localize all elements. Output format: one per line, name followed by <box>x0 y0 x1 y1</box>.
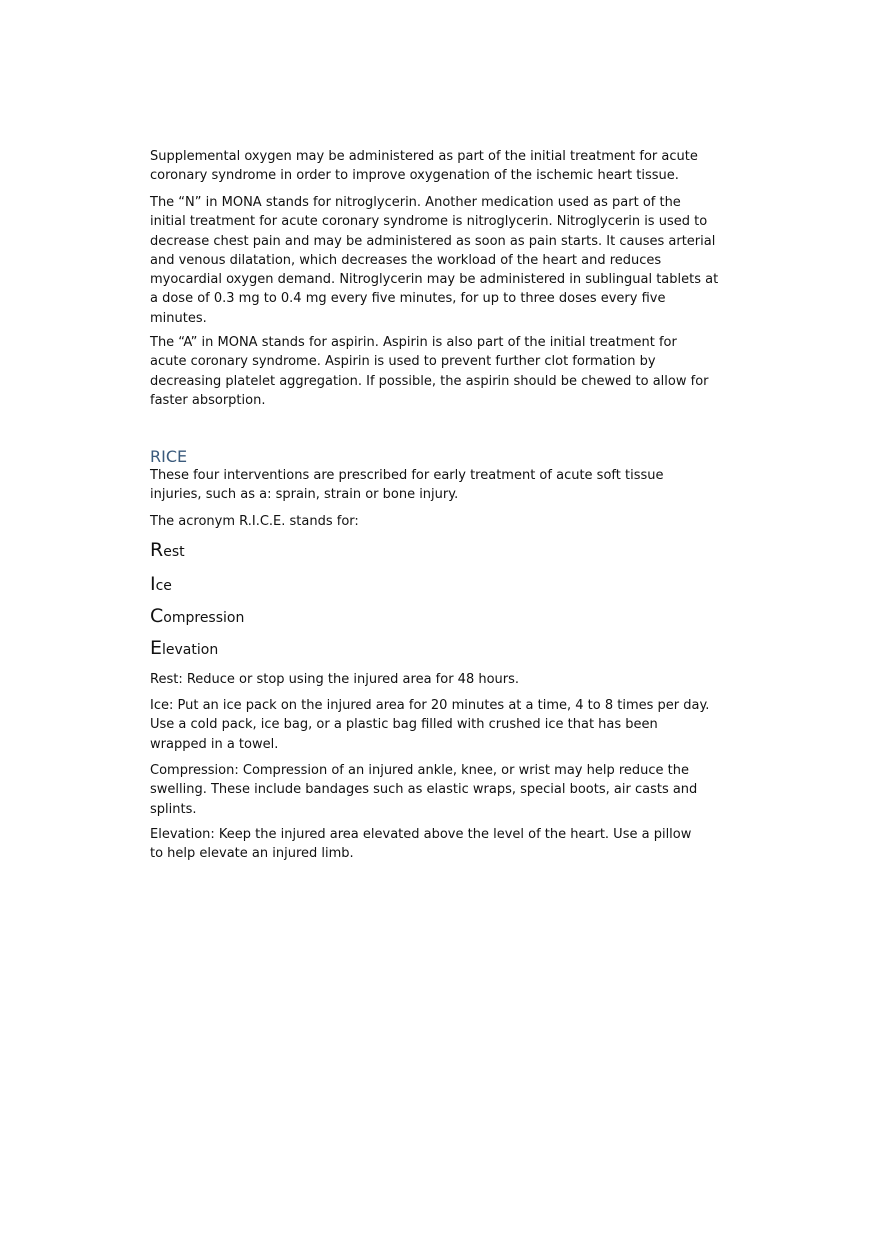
ice-paragraph <box>150 696 709 754</box>
oxygen-paragraph <box>150 147 698 186</box>
text-line: minutes. <box>150 310 207 326</box>
acronym-letter: R <box>150 539 164 561</box>
text-line: injuries, such as a: sprain, strain or bone injury. <box>150 487 459 503</box>
text-line: Ice: Put an ice pack on the injured area for 20 minutes at a time, 4 to 8 times per day. <box>150 698 710 713</box>
acronym-letter: I <box>150 573 156 595</box>
acronym-word: ce <box>155 578 172 594</box>
text-line: to help elevate an injured limb. <box>150 846 354 862</box>
text-line: and venous dilatation, which decreases the workload of the heart and reduces <box>150 252 662 268</box>
text-line: wrapped in a towel. <box>150 736 279 752</box>
text-line: swelling. These include bandages such as elastic wraps, special boots, air casts and <box>150 782 698 798</box>
text-line: decrease chest pain and may be administered as soon as pain starts. It causes arterial <box>150 233 716 249</box>
acronym-word: ompression <box>163 610 245 626</box>
acronym-intro <box>150 512 359 531</box>
acronym-ice <box>150 573 172 595</box>
rest-paragraph <box>150 670 519 689</box>
text-line: These four interventions are prescribed for early treatment of acute soft tissue <box>150 468 664 483</box>
acronym-elevation <box>150 637 218 659</box>
text-line: Supplemental oxygen may be administered as part of the initial treatment for acute <box>150 149 698 164</box>
text-line: decreasing platelet aggregation. If possible, the aspirin should be chewed to allow for <box>150 373 709 389</box>
elevation-paragraph <box>150 825 691 864</box>
text-line: coronary syndrome in order to improve oxygenation of the ischemic heart tissue. <box>150 168 679 184</box>
text-line: Elevation: Keep the injured area elevated above the level of the heart. Use a pillow <box>150 827 692 842</box>
text-line: The “A” in MONA stands for aspirin. Aspirin is also part of the initial treatment for <box>150 335 677 350</box>
text-line: Compression: Compression of an injured ankle, knee, or wrist may help reduce the <box>150 763 690 778</box>
text-line: splints. <box>150 801 197 817</box>
text-line: The acronym R.I.C.E. stands for: <box>150 514 359 529</box>
text-line: faster absorption. <box>150 392 266 408</box>
acronym-word: levation <box>162 642 219 658</box>
nitroglycerin-paragraph <box>150 193 718 328</box>
acronym-letter: E <box>150 637 163 659</box>
text-line: initial treatment for acute coronary syndrome is nitroglycerin. Nitroglycerin is used to <box>150 214 708 230</box>
acronym-rest <box>150 539 185 561</box>
acronym-letter: C <box>150 605 164 627</box>
text-line: Rest: Reduce or stop using the injured area for 48 hours. <box>150 672 520 687</box>
text-line: myocardial oxygen demand. Nitroglycerin may be administered in sublingual tablets at <box>150 272 719 288</box>
rice-intro <box>150 466 663 505</box>
rice-heading: RICE <box>150 447 188 466</box>
compression-paragraph <box>150 761 697 819</box>
text-line: a dose of 0.3 mg to 0.4 mg every five minutes, for up to three doses every five <box>150 291 666 307</box>
acronym-compression <box>150 605 244 627</box>
acronym-word: est <box>163 544 185 560</box>
text-line: Use a cold pack, ice bag, or a plastic bag filled with crushed ice that has been <box>150 717 658 733</box>
text-line: acute coronary syndrome. Aspirin is used to prevent further clot formation by <box>150 354 656 370</box>
text-line: The “N” in MONA stands for nitroglycerin. Another medication used as part of the <box>150 195 681 210</box>
aspirin-paragraph <box>150 333 709 410</box>
